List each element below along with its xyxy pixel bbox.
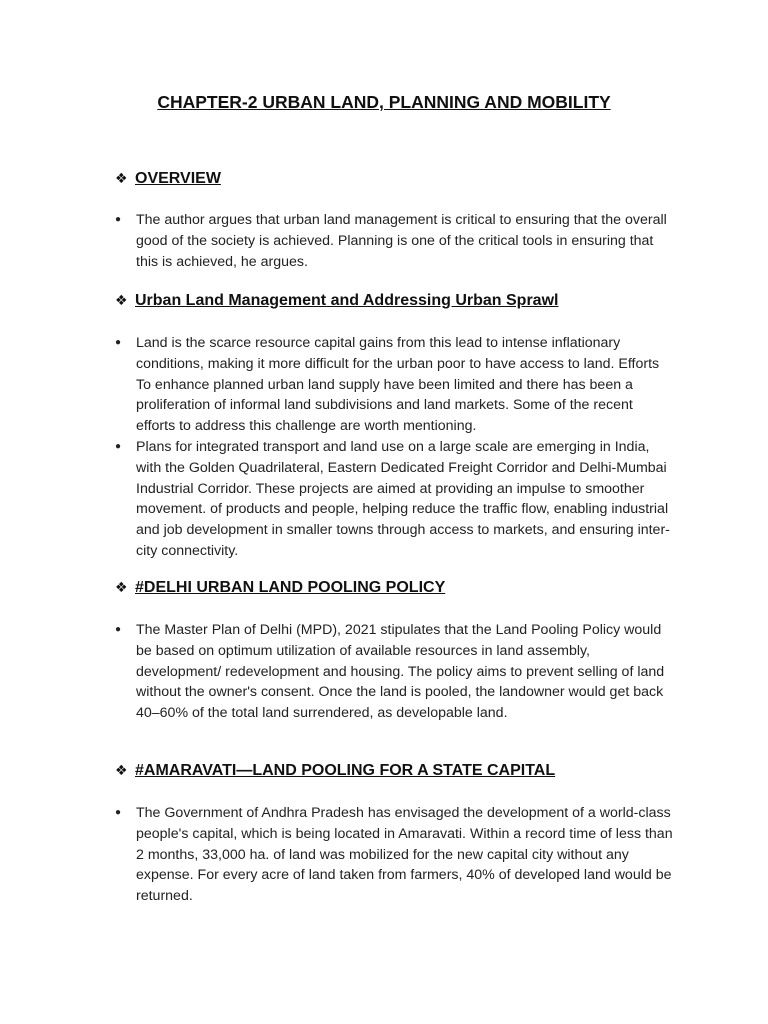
list-item-text: Land is the scarce resource capital gains from this lead to intense inflationary conditions, making it more difficult for the urban poor to have access to land. Efforts To enhance planned urban land supply have been limited and there has been a proliferation of informal land subdivisions and land markets. Some of the recent efforts to address this challenge are worth mentioning. (136, 335, 660, 435)
bullet-dot-icon: ● (115, 624, 122, 635)
list-item-text: Plans for integrated transport and land use on a large scale are emerging in India, with the Golden Quadrilateral, Eastern Dedicated Freight Corridor and Delhi-Mumbai Industrial Corridor. These projects are aimed at providing an impulse to smoother movement. of products and people, helping reduce the traffic flow, enabling industrial and job development in smaller towns through access to markets, and ensuring inter-city connectivity. (136, 438, 670, 559)
list-item-text: The author argues that urban land management is critical to ensuring that the overall good of the society is achieved. Planning is one of the critical tools in ensuring that this is achieved, he argues. (136, 212, 667, 270)
list-item-text: The Master Plan of Delhi (MPD), 2021 stipulates that the Land Pooling Policy would be based on optimum utilization of available resources in land assembly, development/ redevelopment and housing. The policy aims to prevent selling of land without the owner's consent. Once the land is pooled, the landowner would get back 40–60% of the total land surrendered, as developable land. (136, 622, 665, 722)
list-item (115, 620, 675, 724)
diamond-bullet-icon: ❖ (115, 292, 128, 308)
section-heading-text: Urban Land Management and Addressing Urban Sprawl (135, 292, 559, 309)
section-bullet-list (115, 210, 675, 272)
section-heading-delhi-land-pooling (115, 579, 445, 597)
chapter-title: CHAPTER-2 URBAN LAND, PLANNING AND MOBILITY (157, 92, 611, 112)
section-heading-text: #DELHI URBAN LAND POOLING POLICY (135, 579, 446, 596)
bullet-dot-icon: ● (115, 440, 122, 452)
list-item (115, 333, 675, 437)
section-bullet-list (115, 620, 675, 724)
diamond-bullet-icon: ❖ (115, 170, 128, 186)
section-heading-overview (115, 170, 221, 188)
section-heading-text: #AMARAVATI—LAND POOLING FOR A STATE CAPITAL (135, 762, 556, 779)
list-item (115, 210, 675, 272)
list-item (115, 803, 675, 907)
bullet-dot-icon: ● (115, 337, 122, 348)
section-bullet-list (115, 803, 675, 907)
section-heading-text: OVERVIEW (135, 170, 221, 187)
section-heading-urban-land-management (115, 292, 558, 310)
bullet-dot-icon: ● (115, 214, 122, 225)
bullet-dot-icon: ● (115, 807, 122, 818)
list-item-text: The Government of Andhra Pradesh has envisaged the development of a world-class people's capital, which is being located in Amaravati. Within a record time of less than 2 months, 33,000 ha. of land was mobilized for the new capital city without any expense. For every acre of land taken from farmers, 40% of developed land would be returned. (136, 805, 673, 905)
section-bullet-list (115, 333, 675, 562)
diamond-bullet-icon: ❖ (115, 579, 128, 595)
diamond-bullet-icon: ❖ (115, 762, 128, 778)
section-heading-amaravati (115, 762, 555, 780)
list-item (115, 437, 675, 562)
